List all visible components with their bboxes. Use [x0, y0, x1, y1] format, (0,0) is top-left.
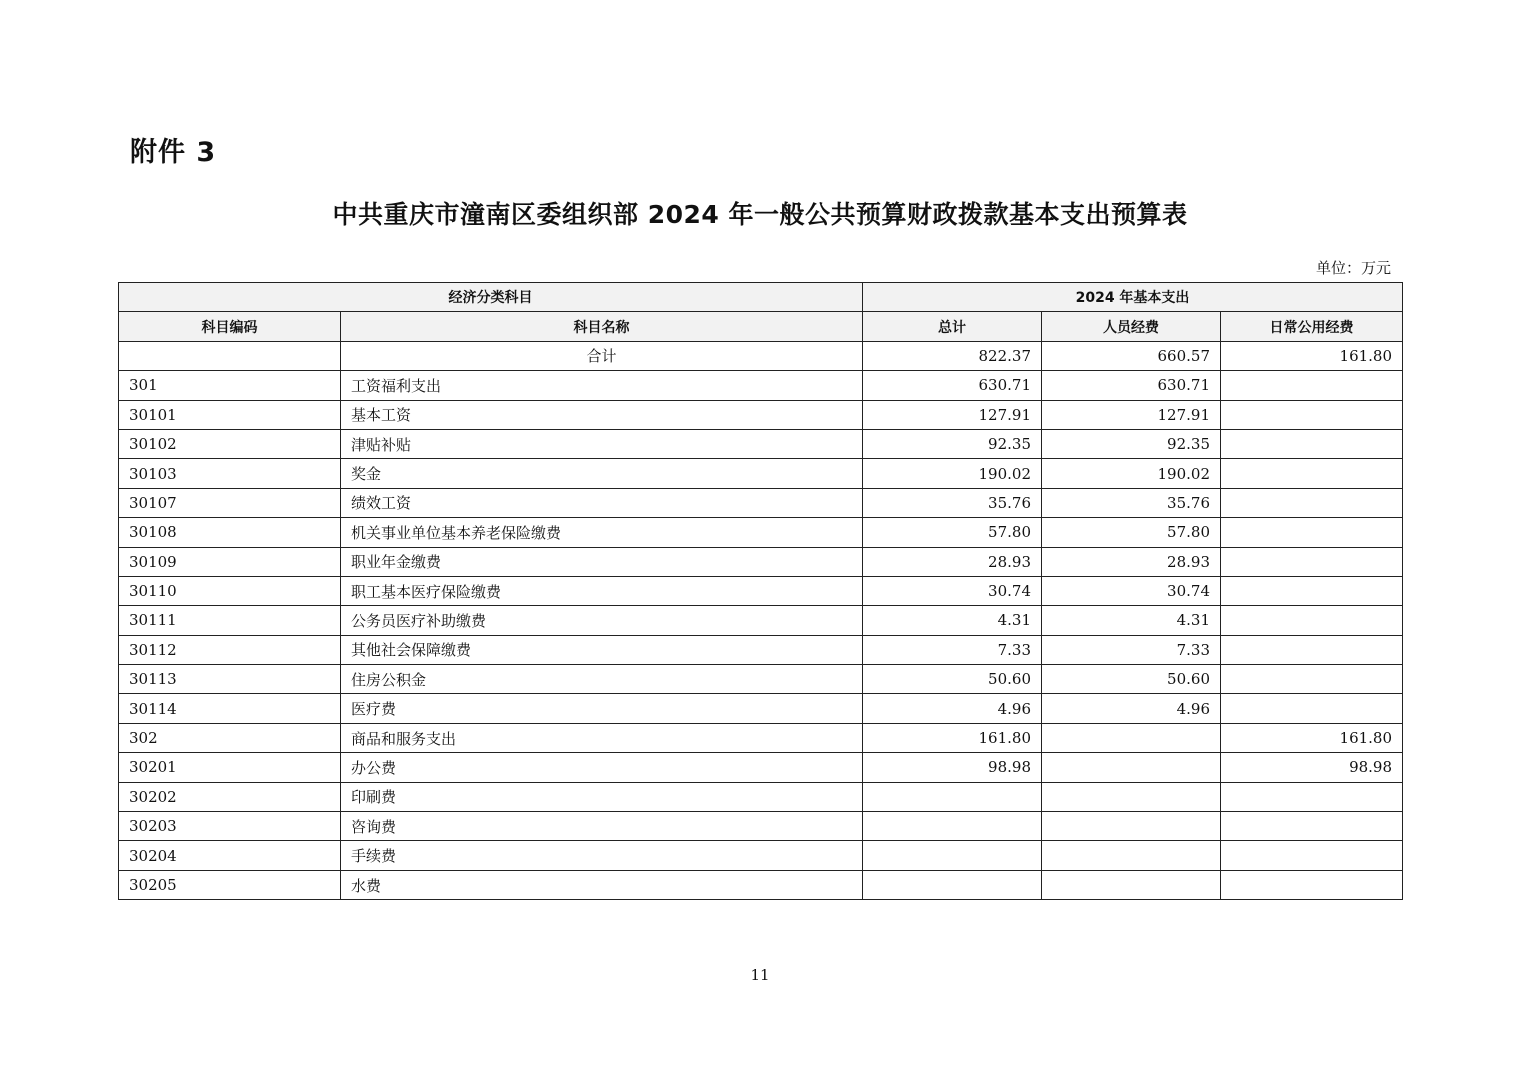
- cell-personnel: [1042, 870, 1221, 899]
- table-row: [119, 782, 1403, 811]
- cell-public: [1221, 400, 1403, 429]
- cell-public: [1221, 606, 1403, 635]
- total-row: [119, 341, 1403, 370]
- table-row: [119, 606, 1403, 635]
- cell-total: [863, 870, 1042, 899]
- cell-code: 30204: [119, 841, 341, 870]
- group-header-economic-class: 经济分类科目: [119, 283, 863, 312]
- cell-name: 手续费: [341, 841, 863, 870]
- cell-name: 奖金: [341, 459, 863, 488]
- cell-public: [1221, 782, 1403, 811]
- cell-name: 机关事业单位基本养老保险缴费: [341, 518, 863, 547]
- cell-total: 822.37: [863, 341, 1042, 370]
- cell-personnel: [1042, 841, 1221, 870]
- cell-code: 30102: [119, 429, 341, 458]
- cell-code: 30205: [119, 870, 341, 899]
- cell-total: 190.02: [863, 459, 1042, 488]
- table-row: [119, 459, 1403, 488]
- cell-total: 28.93: [863, 547, 1042, 576]
- cell-public: [1221, 518, 1403, 547]
- cell-name: 住房公积金: [341, 665, 863, 694]
- cell-total: 7.33: [863, 635, 1042, 664]
- cell-personnel: 660.57: [1042, 341, 1221, 370]
- cell-personnel: 4.31: [1042, 606, 1221, 635]
- cell-total: 161.80: [863, 723, 1042, 752]
- cell-code: 30101: [119, 400, 341, 429]
- cell-public: [1221, 459, 1403, 488]
- cell-code: 30103: [119, 459, 341, 488]
- column-header-name: 科目名称: [341, 312, 863, 341]
- column-header-total: 总计: [863, 312, 1042, 341]
- column-header-personnel: 人员经费: [1042, 312, 1221, 341]
- column-header-row: [119, 312, 1403, 341]
- table-row: [119, 694, 1403, 723]
- cell-total: 30.74: [863, 576, 1042, 605]
- cell-name: 绩效工资: [341, 488, 863, 517]
- cell-name: 商品和服务支出: [341, 723, 863, 752]
- unit-label: 单位：万元: [1315, 259, 1391, 277]
- table-row: [119, 488, 1403, 517]
- column-header-code: 科目编码: [119, 312, 341, 341]
- cell-personnel: 7.33: [1042, 635, 1221, 664]
- cell-personnel: 57.80: [1042, 518, 1221, 547]
- cell-code: 30113: [119, 665, 341, 694]
- cell-personnel: 127.91: [1042, 400, 1221, 429]
- cell-total: 630.71: [863, 371, 1042, 400]
- table-row: [119, 371, 1403, 400]
- cell-code: 30111: [119, 606, 341, 635]
- cell-personnel: 50.60: [1042, 665, 1221, 694]
- cell-total: 50.60: [863, 665, 1042, 694]
- cell-name: 医疗费: [341, 694, 863, 723]
- cell-total: 98.98: [863, 753, 1042, 782]
- cell-name: 水费: [341, 870, 863, 899]
- table-row: [119, 400, 1403, 429]
- cell-code: 30110: [119, 576, 341, 605]
- table-row: [119, 429, 1403, 458]
- cell-public: [1221, 635, 1403, 664]
- cell-code: 30107: [119, 488, 341, 517]
- table-row: [119, 576, 1403, 605]
- cell-personnel: [1042, 812, 1221, 841]
- cell-public: [1221, 371, 1403, 400]
- cell-total: [863, 812, 1042, 841]
- cell-code: [119, 341, 341, 370]
- cell-public: 161.80: [1221, 723, 1403, 752]
- cell-name: 职业年金缴费: [341, 547, 863, 576]
- table-row: [119, 723, 1403, 752]
- cell-public: [1221, 488, 1403, 517]
- table-row: [119, 812, 1403, 841]
- cell-total: [863, 782, 1042, 811]
- cell-name: 工资福利支出: [341, 371, 863, 400]
- cell-public: [1221, 547, 1403, 576]
- attachment-label: 附件 3: [130, 137, 217, 168]
- cell-code: 30109: [119, 547, 341, 576]
- cell-personnel: [1042, 753, 1221, 782]
- table-row: [119, 547, 1403, 576]
- table-row: [119, 665, 1403, 694]
- page-number: 11: [750, 966, 770, 984]
- cell-public: 98.98: [1221, 753, 1403, 782]
- cell-code: 30203: [119, 812, 341, 841]
- cell-personnel: 35.76: [1042, 488, 1221, 517]
- cell-code: 30112: [119, 635, 341, 664]
- cell-public: [1221, 870, 1403, 899]
- cell-code: 30114: [119, 694, 341, 723]
- group-header-basic-expenditure: 2024 年基本支出: [863, 283, 1403, 312]
- cell-public: [1221, 665, 1403, 694]
- column-header-public: 日常公用经费: [1221, 312, 1403, 341]
- page-title: 中共重庆市潼南区委组织部 2024 年一般公共预算财政拨款基本支出预算表: [332, 200, 1188, 229]
- table-row: [119, 870, 1403, 899]
- table-row: [119, 518, 1403, 547]
- group-header-row: [119, 283, 1403, 312]
- cell-personnel: 190.02: [1042, 459, 1221, 488]
- cell-public: [1221, 812, 1403, 841]
- cell-code: 30202: [119, 782, 341, 811]
- cell-name: 办公费: [341, 753, 863, 782]
- cell-personnel: [1042, 723, 1221, 752]
- cell-total: 35.76: [863, 488, 1042, 517]
- cell-public: 161.80: [1221, 341, 1403, 370]
- table-row: [119, 753, 1403, 782]
- cell-personnel: 630.71: [1042, 371, 1221, 400]
- cell-personnel: 30.74: [1042, 576, 1221, 605]
- table-row: [119, 841, 1403, 870]
- cell-public: [1221, 694, 1403, 723]
- cell-public: [1221, 576, 1403, 605]
- cell-personnel: 4.96: [1042, 694, 1221, 723]
- cell-name: 津贴补贴: [341, 429, 863, 458]
- cell-code: 30108: [119, 518, 341, 547]
- cell-code: 302: [119, 723, 341, 752]
- cell-code: 301: [119, 371, 341, 400]
- cell-personnel: [1042, 782, 1221, 811]
- cell-name: 公务员医疗补助缴费: [341, 606, 863, 635]
- budget-table: [118, 282, 1403, 900]
- table-row: [119, 635, 1403, 664]
- cell-personnel: 28.93: [1042, 547, 1221, 576]
- cell-code: 30201: [119, 753, 341, 782]
- cell-name: 职工基本医疗保险缴费: [341, 576, 863, 605]
- cell-name: 印刷费: [341, 782, 863, 811]
- cell-total: [863, 841, 1042, 870]
- cell-total: 127.91: [863, 400, 1042, 429]
- cell-name: 咨询费: [341, 812, 863, 841]
- cell-total: 92.35: [863, 429, 1042, 458]
- cell-public: [1221, 841, 1403, 870]
- cell-total: 4.31: [863, 606, 1042, 635]
- cell-personnel: 92.35: [1042, 429, 1221, 458]
- cell-name: 合计: [341, 341, 863, 370]
- cell-name: 其他社会保障缴费: [341, 635, 863, 664]
- cell-public: [1221, 429, 1403, 458]
- cell-name: 基本工资: [341, 400, 863, 429]
- cell-total: 57.80: [863, 518, 1042, 547]
- cell-total: 4.96: [863, 694, 1042, 723]
